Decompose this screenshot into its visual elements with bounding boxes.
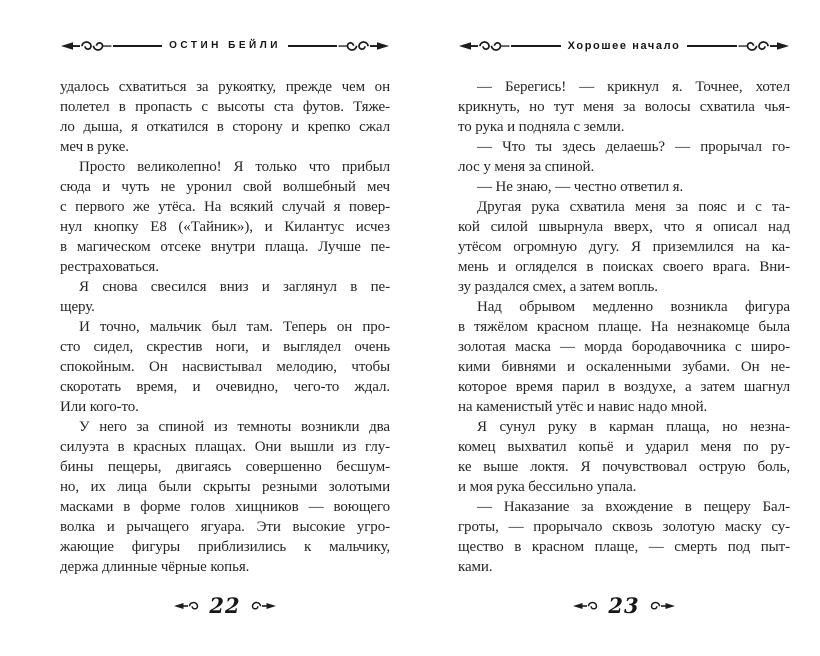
paragraph bbox=[60, 317, 390, 417]
running-title-author: ОСТИН БЕЙЛИ bbox=[169, 40, 281, 51]
footer-flourish-right-icon bbox=[649, 600, 676, 612]
paragraph bbox=[458, 497, 790, 577]
paragraph bbox=[458, 297, 790, 417]
paragraph bbox=[60, 417, 390, 577]
text-line: — Берегись! — крикнул я. Точнее, хотел bbox=[477, 79, 790, 95]
text-line: ке выше локтя. Я почувствовал острую боль, bbox=[458, 459, 790, 475]
text-line: ло дыша, я откатился в сторону и крепко сжал bbox=[60, 119, 390, 135]
text-line: в тяжёлом красном плаще. На незнакомце была bbox=[458, 319, 790, 335]
header-flourish-left-icon bbox=[458, 39, 561, 53]
header-flourish-right-icon bbox=[687, 39, 790, 53]
text-line: — Не знаю, — честно ответил я. bbox=[477, 179, 684, 195]
text-line: удалось схватиться за рукоятку, прежде чем он bbox=[60, 79, 390, 95]
header-flourish-left-icon bbox=[60, 39, 162, 53]
text-line: Я сунул руку в карман плаща, но незна- bbox=[477, 419, 790, 435]
text-line: ками. bbox=[458, 559, 493, 575]
text-line: сто сидел, скрестив ноги, и выглядел очень bbox=[60, 339, 390, 355]
running-head-right bbox=[458, 38, 790, 54]
text-line: сюда и чуть не уронил свой волшебный меч bbox=[60, 179, 390, 195]
text-line: жающие фигуры приблизились к мальчику, bbox=[60, 539, 390, 555]
text-line: У него за спиной из темноты возникли два bbox=[79, 419, 390, 435]
text-line: щеру. bbox=[60, 299, 95, 315]
text-line: щество в красном плаще, — смерть под пыт- bbox=[458, 539, 790, 555]
page-footer-right bbox=[458, 595, 790, 616]
text-line: — Что ты здесь делаешь? — прорычал го- bbox=[477, 139, 790, 155]
text-line: — Наказание за вхождение в пещеру Бал- bbox=[477, 499, 790, 515]
text-line: держа длинные чёрные копья. bbox=[60, 559, 250, 575]
page-body-left bbox=[60, 77, 390, 577]
text-line: спокойным. Он насвистывал мелодию, чтобы bbox=[60, 359, 390, 375]
text-line: Просто великолепно! Я только что прибыл bbox=[79, 159, 390, 175]
paragraph bbox=[458, 177, 790, 197]
text-line: скоротать время, и очевидно, чего-то ждал. bbox=[60, 379, 390, 395]
text-line: волка и рычащего ягуара. Эти высокие угро- bbox=[60, 519, 390, 535]
text-line: И точно, мальчик был там. Теперь он про- bbox=[79, 319, 390, 335]
text-line: комец выхватил копьё и ударил меня по ру- bbox=[458, 439, 790, 455]
paragraph bbox=[60, 277, 390, 317]
text-line: мень и огляделся в поисках своего врага. Вни- bbox=[458, 259, 790, 275]
page-footer-left bbox=[60, 595, 390, 616]
text-line: золотая маска — морда бородавочника с широ- bbox=[458, 339, 790, 355]
paragraph bbox=[458, 417, 790, 497]
page-left bbox=[60, 0, 390, 656]
paragraph bbox=[60, 157, 390, 277]
text-line: Или кого-то. bbox=[60, 399, 139, 415]
text-line: которое время парил в воздухе, а затем шагнул bbox=[458, 379, 790, 395]
page-number-left: 22 bbox=[209, 593, 241, 618]
text-line: бины пещеры, двигаясь совершенно бесшум- bbox=[60, 459, 390, 475]
text-line: то рука и подняла с земли. bbox=[458, 119, 625, 135]
text-line: кими бивнями и оскаленными зубами. Он не- bbox=[458, 359, 790, 375]
text-line: с первого же утёса. На всякий случай я повер- bbox=[60, 199, 390, 215]
paragraph bbox=[60, 77, 390, 157]
text-line: и моя рука бессильно упала. bbox=[458, 479, 637, 495]
text-line: нул кнопку Е8 («Тайник»), и Килантус исчез bbox=[60, 219, 390, 235]
text-line: кой силой швырнула вверх, что я описал над bbox=[458, 219, 790, 235]
text-line: рестраховаться. bbox=[60, 259, 159, 275]
text-line: полетел в пропасть с высоты ста футов. Тяже- bbox=[60, 99, 390, 115]
text-line: гроты, — прорычало сквозь золотую маску су- bbox=[458, 519, 790, 535]
page-body-right bbox=[458, 77, 790, 577]
page-number-right: 23 bbox=[608, 593, 640, 618]
running-title-chapter: Хорошее начало bbox=[567, 39, 681, 52]
footer-flourish-left-icon bbox=[572, 600, 599, 612]
text-line: утёсом огромную дугу. Я приземлился на ка- bbox=[458, 239, 790, 255]
footer-flourish-left-icon bbox=[173, 600, 200, 612]
text-line: лос у меня за спиной. bbox=[458, 159, 595, 175]
text-line: силуэта в красных плащах. Они вышли из глу- bbox=[60, 439, 390, 455]
text-line: масками в форме голов хищников — воющего bbox=[60, 499, 390, 515]
text-line: Я снова свесился вниз и заглянул в пе- bbox=[79, 279, 390, 295]
text-line: но, их лица были скрыты резными золотыми bbox=[60, 479, 390, 495]
text-line: Над обрывом медленно возникла фигура bbox=[477, 299, 790, 315]
running-head-left bbox=[60, 38, 390, 54]
paragraph bbox=[458, 197, 790, 297]
header-flourish-right-icon bbox=[288, 39, 390, 53]
text-line: в магическом отсеке внутри плаща. Лучше пе- bbox=[60, 239, 390, 255]
text-line: зу раздался смех, а затем вопль. bbox=[458, 279, 658, 295]
text-line: на каменистый утёс и навис надо мной. bbox=[458, 399, 708, 415]
text-line: крикнуть, но тут меня за волосы схватила чья- bbox=[458, 99, 790, 115]
paragraph bbox=[458, 137, 790, 177]
text-line: Другая рука схватила меня за пояс и с та- bbox=[477, 199, 790, 215]
footer-flourish-right-icon bbox=[250, 600, 277, 612]
page-right bbox=[458, 0, 790, 656]
paragraph bbox=[458, 77, 790, 137]
text-line: меч в руке. bbox=[60, 139, 129, 155]
